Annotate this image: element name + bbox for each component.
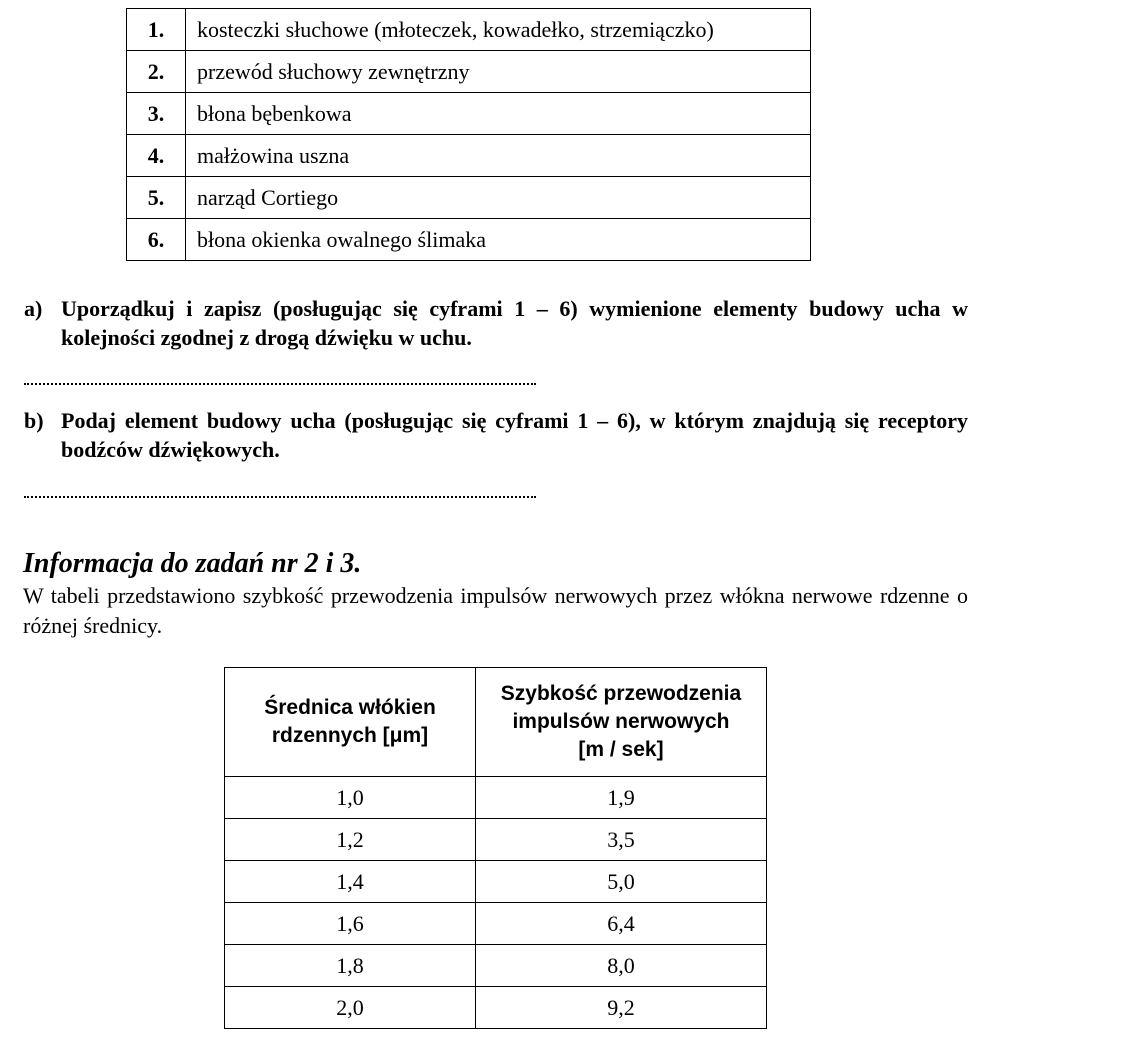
diameter-cell: 1,4 <box>225 861 476 903</box>
element-number: 5. <box>127 177 186 219</box>
diameter-cell: 1,0 <box>225 777 476 819</box>
element-label: błona bębenkowa <box>186 93 811 135</box>
question-text: Podaj element budowy ucha (posługując się cyframi 1 – 6), w którym znajdują się receptory bodźców dźwiękowych. <box>61 408 968 462</box>
table-row <box>127 9 811 51</box>
answer-line-a[interactable] <box>24 383 536 385</box>
table-row <box>225 819 767 861</box>
header-line: Średnica włókien <box>264 696 436 719</box>
element-number: 2. <box>127 51 186 93</box>
element-number: 3. <box>127 93 186 135</box>
table-row <box>127 51 811 93</box>
question-text: Uporządkuj i zapisz (posługując się cyframi 1 – 6) wymienione elementy budowy ucha w kolejności zgodnej z drogą dźwięku w uchu. <box>61 296 968 350</box>
element-label: kosteczki słuchowe (młoteczek, kowadełko, strzemiączko) <box>186 9 811 51</box>
element-number: 4. <box>127 135 186 177</box>
table-row <box>127 177 811 219</box>
table-row <box>127 135 811 177</box>
answer-line-b[interactable] <box>24 496 536 498</box>
element-label: narząd Cortiego <box>186 177 811 219</box>
question-letter: a) <box>24 296 43 321</box>
speed-cell: 9,2 <box>476 987 767 1029</box>
speed-cell: 6,4 <box>476 903 767 945</box>
table-row <box>127 219 811 261</box>
element-number: 1. <box>127 9 186 51</box>
info-text: W tabeli przedstawiono szybkość przewodzenia impulsów nerwowych przez włókna nerwowe rdzenne o różnej średnicy. <box>23 583 968 638</box>
diameter-cell: 1,6 <box>225 903 476 945</box>
element-label: małżowina uszna <box>186 135 811 177</box>
diameter-cell: 1,8 <box>225 945 476 987</box>
speed-cell: 8,0 <box>476 945 767 987</box>
element-label: przewód słuchowy zewnętrzny <box>186 51 811 93</box>
speed-cell: 1,9 <box>476 777 767 819</box>
table-row <box>225 777 767 819</box>
table-row <box>225 987 767 1029</box>
diameter-cell: 2,0 <box>225 987 476 1029</box>
diameter-cell: 1,2 <box>225 819 476 861</box>
speed-cell: 3,5 <box>476 819 767 861</box>
table-row <box>127 93 811 135</box>
element-number: 6. <box>127 219 186 261</box>
header-line: rdzennych [μm] <box>271 724 429 747</box>
header-line: [m / sek] <box>578 738 664 761</box>
ear-elements-table <box>126 8 811 261</box>
table-row <box>225 945 767 987</box>
conduction-speed-table <box>224 667 767 1029</box>
header-line: Szybkość przewodzenia <box>500 682 742 705</box>
question-b <box>24 406 968 464</box>
header-line: impulsów nerwowych <box>512 710 730 733</box>
question-letter: b) <box>24 408 44 433</box>
table-row <box>225 903 767 945</box>
info-heading: Informacja do zadań nr 2 i 3. <box>23 548 362 579</box>
element-label: błona okienka owalnego ślimaka <box>186 219 811 261</box>
column-header-diameter <box>225 668 476 777</box>
table-row <box>225 861 767 903</box>
column-header-speed <box>476 668 767 777</box>
question-a <box>24 294 968 352</box>
speed-cell: 5,0 <box>476 861 767 903</box>
table-header-row <box>225 668 767 777</box>
